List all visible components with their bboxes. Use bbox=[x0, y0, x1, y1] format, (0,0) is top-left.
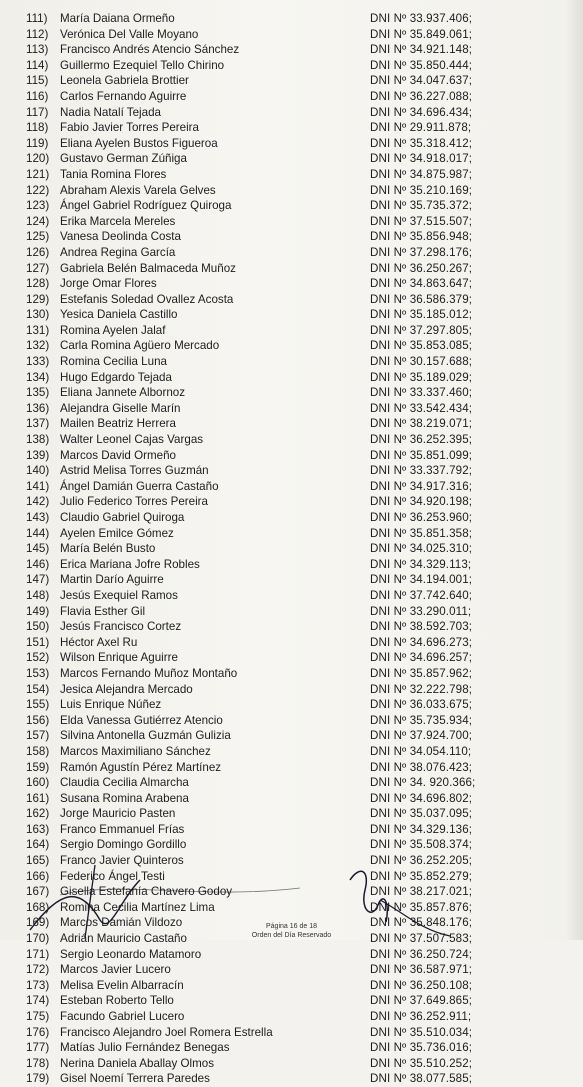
entry-name: Jorge Mauricio Pasten bbox=[60, 807, 176, 821]
entry-number: 147) bbox=[26, 573, 50, 587]
entry-number: 116) bbox=[26, 89, 49, 103]
entry-dni: DNI Nº 35.849.061; bbox=[370, 27, 473, 41]
list-item bbox=[0, 682, 583, 698]
list-item bbox=[0, 572, 583, 588]
entry-name: Fabio Javier Torres Pereira bbox=[60, 121, 199, 135]
entry-dni: DNI Nº 34.194.001; bbox=[370, 573, 473, 587]
list-item bbox=[0, 775, 583, 791]
entry-number: 113) bbox=[26, 43, 49, 57]
entry-number: 111) bbox=[26, 12, 48, 25]
entry-name: Marcos Javier Lucero bbox=[60, 963, 171, 977]
entry-dni: DNI Nº 35.851.099; bbox=[370, 448, 473, 462]
entry-name: Yesica Daniela Castillo bbox=[60, 308, 178, 322]
entry-name: Ángel Damián Guerra Castaño bbox=[60, 479, 219, 493]
entry-dni: DNI Nº 36.586.379; bbox=[370, 292, 473, 306]
entry-dni: DNI Nº 38.219.071; bbox=[370, 417, 473, 431]
entry-dni: DNI Nº 34.917.316; bbox=[370, 479, 473, 493]
entry-dni: DNI Nº 35.318.412; bbox=[370, 136, 473, 150]
entry-dni: DNI Nº 36.033.675; bbox=[370, 698, 473, 712]
entry-dni: DNI Nº 33.337.460; bbox=[370, 386, 473, 400]
entry-name: Erika Marcela Mereles bbox=[60, 214, 176, 228]
entry-number: 112) bbox=[26, 27, 49, 41]
entry-dni: DNI Nº 35.735.372; bbox=[370, 199, 473, 213]
entry-number: 142) bbox=[26, 495, 50, 509]
entry-dni: DNI Nº 34.054.110; bbox=[370, 744, 472, 758]
entry-dni: DNI Nº 34.863.647; bbox=[370, 277, 473, 291]
entry-name: Claudio Gabriel Quiroga bbox=[60, 511, 185, 524]
list-item bbox=[0, 11, 583, 27]
entry-dni: DNI Nº 36.252.911; bbox=[370, 1010, 472, 1023]
entry-dni: DNI Nº 33.542.434; bbox=[370, 401, 473, 415]
entry-name: Franco Emmanuel Frías bbox=[60, 822, 185, 836]
entry-dni: DNI Nº 35.185.012; bbox=[370, 308, 473, 322]
list-item bbox=[0, 526, 583, 542]
entry-name: Sergio Leonardo Matamoro bbox=[60, 947, 202, 961]
entry-number: 171) bbox=[26, 947, 50, 961]
entry-name: Nerina Daniela Aballay Olmos bbox=[60, 1056, 215, 1070]
list-item bbox=[0, 385, 583, 401]
entry-number: 173) bbox=[26, 978, 50, 992]
entry-name: Nadia Natalí Tejada bbox=[60, 105, 161, 119]
entry-name: Tania Romina Flores bbox=[60, 167, 167, 181]
entry-dni: DNI Nº 35.189.029; bbox=[370, 370, 473, 384]
entry-dni: DNI Nº 34.025.310; bbox=[370, 542, 473, 556]
entry-name: Francisco Alejandro Joel Romera Estrella bbox=[60, 1025, 273, 1039]
entry-number: 150) bbox=[26, 620, 50, 634]
list-item bbox=[0, 791, 583, 807]
entry-number: 155) bbox=[26, 698, 50, 712]
list-item bbox=[0, 354, 583, 370]
list-item bbox=[0, 307, 583, 323]
entry-number: 141) bbox=[26, 479, 50, 493]
entry-dni: DNI Nº 35.510.034; bbox=[370, 1025, 473, 1039]
list-item bbox=[0, 198, 583, 214]
entry-dni: DNI Nº 35.850.444; bbox=[370, 58, 473, 72]
list-item bbox=[0, 1071, 583, 1087]
list-item bbox=[0, 432, 583, 448]
entry-dni: DNI Nº 38.076.423; bbox=[370, 760, 473, 774]
entry-name: Ángel Gabriel Rodríguez Quiroga bbox=[60, 199, 232, 213]
entry-dni: DNI Nº 36.252.395; bbox=[370, 433, 473, 447]
list-item bbox=[0, 120, 583, 136]
list-item bbox=[0, 494, 583, 510]
entry-dni: DNI Nº 38.217.021; bbox=[370, 885, 473, 899]
list-item bbox=[0, 27, 583, 43]
list-item bbox=[0, 510, 583, 526]
entry-number: 156) bbox=[26, 713, 50, 727]
entry-name: Leonela Gabriela Brottier bbox=[60, 74, 189, 88]
entry-name: Guillermo Ezequiel Tello Chirino bbox=[60, 58, 225, 72]
entry-dni: DNI Nº 37.507.583; bbox=[370, 932, 473, 946]
entry-dni: DNI Nº 33.337.792; bbox=[370, 464, 473, 478]
entry-name: Gustavo German Zúñiga bbox=[60, 152, 187, 166]
entry-number: 126) bbox=[26, 245, 50, 259]
entry-dni: DNI Nº 34.696.273; bbox=[370, 635, 473, 649]
entry-dni: DNI Nº 35.037.095; bbox=[370, 807, 473, 821]
list-item bbox=[0, 42, 583, 58]
list-item bbox=[0, 1040, 583, 1056]
entry-dni: DNI Nº 36.587.971; bbox=[370, 963, 473, 977]
entry-name: Jesús Exequiel Ramos bbox=[60, 588, 178, 602]
entry-name: Adrián Mauricio Castaño bbox=[60, 932, 187, 946]
entry-number: 117) bbox=[26, 105, 49, 119]
list-item bbox=[0, 89, 583, 105]
entry-name: María Belén Busto bbox=[60, 542, 156, 556]
entry-number: 127) bbox=[26, 261, 50, 275]
list-item bbox=[0, 338, 583, 354]
entry-name: Mailen Beatriz Herrera bbox=[60, 417, 176, 431]
entry-name: Melisa Evelin Albarracín bbox=[60, 978, 184, 992]
entry-name: Andrea Regina García bbox=[60, 245, 176, 259]
entry-dni: DNI Nº 34.875.987; bbox=[370, 167, 473, 181]
entry-name: Carlos Fernando Aguirre bbox=[60, 89, 187, 103]
entry-name: Alejandra Giselle Marín bbox=[60, 401, 181, 415]
entry-name: Romina Ayelen Jalaf bbox=[60, 323, 166, 337]
list-item bbox=[0, 993, 583, 1009]
entry-dni: DNI Nº 35.856.948; bbox=[370, 230, 473, 244]
entry-name: Marcos Fernando Muñoz Montaño bbox=[60, 666, 238, 680]
list-item bbox=[0, 214, 583, 230]
entry-dni: DNI Nº 32.222.798; bbox=[370, 682, 473, 696]
entry-number: 174) bbox=[26, 994, 50, 1008]
entry-dni: DNI Nº 35.851.358; bbox=[370, 526, 473, 540]
list-item bbox=[0, 136, 583, 152]
entry-name: Abraham Alexis Varela Gelves bbox=[60, 183, 216, 197]
entry-dni: DNI Nº 37.515.507; bbox=[370, 214, 473, 228]
entry-number: 169) bbox=[26, 916, 50, 930]
entry-name: Sergio Domingo Gordillo bbox=[60, 838, 187, 852]
list-item bbox=[0, 978, 583, 994]
list-item bbox=[0, 401, 583, 417]
entry-dni: DNI Nº 35.857.962; bbox=[370, 666, 473, 680]
list-item bbox=[0, 183, 583, 199]
entry-name: Federico Ángel Testi bbox=[60, 869, 165, 883]
entry-number: 146) bbox=[26, 557, 50, 571]
list-item bbox=[0, 588, 583, 604]
entry-number: 164) bbox=[26, 838, 50, 852]
entry-name: Jesica Alejandra Mercado bbox=[60, 682, 193, 696]
entry-name: Walter Leonel Cajas Vargas bbox=[60, 433, 204, 447]
entry-number: 161) bbox=[26, 791, 50, 805]
entry-number: 140) bbox=[26, 464, 50, 478]
entry-dni: DNI Nº 35.852.279; bbox=[370, 869, 473, 883]
list-item bbox=[0, 619, 583, 635]
entry-name: Estefanis Soledad Ovallez Acosta bbox=[60, 292, 234, 306]
entry-number: 168) bbox=[26, 900, 50, 914]
entry-name: Eliana Ayelen Bustos Figueroa bbox=[60, 136, 218, 150]
entry-number: 166) bbox=[26, 869, 50, 883]
entry-dni: DNI Nº 37.298.176; bbox=[370, 245, 473, 259]
entry-dni: DNI Nº 38.592.703; bbox=[370, 620, 473, 634]
entry-dni: DNI Nº 35.735.934; bbox=[370, 713, 473, 727]
entry-number: 114) bbox=[26, 58, 49, 72]
entry-name: Jesús Francisco Cortez bbox=[60, 620, 182, 634]
entry-name: Verónica Del Valle Moyano bbox=[60, 27, 199, 41]
list-item bbox=[0, 245, 583, 261]
list-item bbox=[0, 728, 583, 744]
entry-number: 152) bbox=[26, 651, 50, 665]
entry-number: 148) bbox=[26, 588, 50, 602]
entry-name: Romina Cecilia Martínez Lima bbox=[60, 900, 215, 914]
entry-name: Franco Javier Quinteros bbox=[60, 854, 184, 868]
list-item bbox=[0, 650, 583, 666]
entry-number: 115) bbox=[26, 74, 49, 88]
entry-name: Eliana Jannete Albornoz bbox=[60, 386, 186, 400]
entry-dni: DNI Nº 36.250.724; bbox=[370, 947, 473, 961]
entry-name: Francisco Andrés Atencio Sánchez bbox=[60, 43, 240, 57]
entry-dni: DNI Nº 37.297.805; bbox=[370, 323, 473, 337]
list-item bbox=[0, 806, 583, 822]
entry-name: Esteban Roberto Tello bbox=[60, 994, 174, 1008]
list-item bbox=[0, 1009, 583, 1025]
entry-dni: DNI Nº 36.227.088; bbox=[370, 89, 473, 103]
entry-name: María Daiana Ormeño bbox=[60, 12, 175, 25]
entry-dni: DNI Nº 35.510.252; bbox=[370, 1056, 473, 1070]
entry-number: 167) bbox=[26, 885, 50, 899]
entry-dni: DNI Nº 36.250.267; bbox=[370, 261, 473, 275]
entry-dni: DNI Nº 37.924.700; bbox=[370, 729, 473, 743]
entry-dni: DNI Nº 35.853.085; bbox=[370, 339, 473, 353]
entry-number: 120) bbox=[26, 152, 50, 166]
entry-name: Julio Federico Torres Pereira bbox=[60, 495, 208, 509]
entry-name: Claudia Cecilia Almarcha bbox=[60, 776, 189, 790]
entry-name: Marcos Damián Vildozo bbox=[60, 916, 183, 930]
entry-number: 121) bbox=[26, 167, 50, 181]
list-item bbox=[0, 666, 583, 682]
list-item bbox=[0, 557, 583, 573]
entry-number: 119) bbox=[26, 136, 49, 150]
entry-number: 134) bbox=[26, 370, 50, 384]
entry-number: 131) bbox=[26, 323, 50, 337]
list-item bbox=[0, 744, 583, 760]
entry-dni: DNI Nº 34.918.017; bbox=[370, 152, 473, 166]
entry-number: 162) bbox=[26, 807, 50, 821]
list-item bbox=[0, 837, 583, 853]
entry-name: Héctor Axel Ru bbox=[60, 635, 138, 649]
entry-number: 125) bbox=[26, 230, 50, 244]
entry-number: 153) bbox=[26, 666, 50, 680]
list-item bbox=[0, 713, 583, 729]
list-item bbox=[0, 276, 583, 292]
entry-name: Gisel Noemí Terrera Paredes bbox=[60, 1072, 210, 1086]
entry-number: 144) bbox=[26, 526, 50, 540]
list-item bbox=[0, 416, 583, 432]
entry-number: 176) bbox=[26, 1025, 50, 1039]
entry-dni: DNI Nº 35.736.016; bbox=[370, 1041, 473, 1055]
entry-number: 129) bbox=[26, 292, 50, 306]
entry-name: Elda Vanessa Gutiérrez Atencio bbox=[60, 713, 223, 727]
entry-name: Hugo Edgardo Tejada bbox=[60, 370, 172, 384]
entry-dni: DNI Nº 34.047.637; bbox=[370, 74, 473, 88]
entry-name: Carla Romina Agüero Mercado bbox=[60, 339, 220, 353]
list-item bbox=[0, 541, 583, 557]
list-item bbox=[0, 760, 583, 776]
entry-dni: DNI Nº 37.649.865; bbox=[370, 994, 473, 1008]
entry-name: Ramón Agustín Pérez Martínez bbox=[60, 760, 222, 774]
entry-dni: DNI Nº 30.157.688; bbox=[370, 355, 473, 369]
entry-name: Gisella Estefanía Chavero Godoy bbox=[60, 885, 233, 899]
entry-name: Ayelen Emilce Gómez bbox=[60, 526, 174, 540]
entry-number: 122) bbox=[26, 183, 50, 197]
entry-number: 177) bbox=[26, 1041, 50, 1055]
entry-dni: DNI Nº 34.696.802; bbox=[370, 791, 473, 805]
entry-name: Vanesa Deolinda Costa bbox=[60, 230, 181, 244]
entry-number: 160) bbox=[26, 776, 50, 790]
list-item bbox=[0, 479, 583, 495]
entry-number: 145) bbox=[26, 542, 50, 556]
list-item bbox=[0, 229, 583, 245]
entry-name: Facundo Gabriel Lucero bbox=[60, 1010, 185, 1023]
entry-number: 143) bbox=[26, 511, 50, 524]
entry-number: 135) bbox=[26, 386, 50, 400]
entry-dni: DNI Nº 35.508.374; bbox=[370, 838, 473, 852]
order-label: Orden del Día Reservado bbox=[251, 932, 332, 939]
list-item bbox=[0, 463, 583, 479]
entry-number: 132) bbox=[26, 339, 50, 353]
entry-name: Marcos Maximiliano Sánchez bbox=[60, 744, 211, 758]
entry-number: 128) bbox=[26, 277, 50, 291]
entry-name: Astrid Melisa Torres Guzmán bbox=[60, 464, 209, 478]
entry-name: Susana Romina Arabena bbox=[60, 791, 189, 805]
list-item bbox=[0, 261, 583, 277]
entry-dni: DNI Nº 36.250.108; bbox=[370, 978, 473, 992]
entry-number: 154) bbox=[26, 682, 50, 696]
entry-dni: DNI Nº 34. 920.366; bbox=[370, 776, 476, 790]
entry-name: Silvina Antonella Guzmán Gulizia bbox=[60, 729, 231, 743]
entry-name: Marcos David Ormeño bbox=[60, 448, 176, 462]
entry-dni: DNI Nº 34.696.257; bbox=[370, 651, 473, 665]
entry-number: 138) bbox=[26, 433, 50, 447]
list-item bbox=[0, 697, 583, 713]
entry-number: 123) bbox=[26, 199, 50, 213]
entry-name: Jorge Omar Flores bbox=[60, 277, 157, 291]
entry-dni: DNI Nº 29.911.878; bbox=[370, 121, 472, 135]
list-item bbox=[0, 73, 583, 89]
entry-number: 172) bbox=[26, 963, 50, 977]
list-item bbox=[0, 58, 583, 74]
entry-dni: DNI Nº 34.329.136; bbox=[370, 822, 473, 836]
entry-name: Martin Darío Aguirre bbox=[60, 573, 164, 587]
entry-number: 137) bbox=[26, 417, 50, 431]
entry-number: 136) bbox=[26, 401, 50, 415]
entry-number: 165) bbox=[26, 854, 50, 868]
entry-name: Matías Julio Fernández Benegas bbox=[60, 1041, 230, 1055]
entry-dni: DNI Nº 34.920.198; bbox=[370, 495, 473, 509]
entry-number: 151) bbox=[26, 635, 50, 649]
list-item bbox=[0, 167, 583, 183]
list-item bbox=[0, 635, 583, 651]
entry-dni: DNI Nº 36.253.960; bbox=[370, 511, 473, 524]
entry-number: 133) bbox=[26, 355, 50, 369]
entry-number: 139) bbox=[26, 448, 50, 462]
entry-number: 149) bbox=[26, 604, 50, 618]
list-item bbox=[0, 947, 583, 963]
entry-name: Wilson Enrique Aguirre bbox=[60, 651, 178, 665]
entry-name: Gabriela Belén Balmaceda Muñoz bbox=[60, 261, 236, 275]
list-item bbox=[0, 962, 583, 978]
list-item bbox=[0, 370, 583, 386]
entry-dni: DNI Nº 33.937.406; bbox=[370, 12, 473, 25]
list-item bbox=[0, 604, 583, 620]
entry-name: Romina Cecilia Luna bbox=[60, 355, 167, 369]
entry-number: 118) bbox=[26, 121, 49, 135]
list-item bbox=[0, 151, 583, 167]
entry-number: 175) bbox=[26, 1010, 50, 1023]
entry-dni: DNI Nº 36.252.205; bbox=[370, 854, 473, 868]
list-item bbox=[0, 1056, 583, 1072]
entry-number: 158) bbox=[26, 744, 50, 758]
entry-dni: DNI Nº 35.848.176; bbox=[370, 916, 473, 930]
entry-number: 124) bbox=[26, 214, 50, 228]
list-item bbox=[0, 292, 583, 308]
entry-name: Luis Enrique Núñez bbox=[60, 698, 162, 712]
entry-number: 130) bbox=[26, 308, 50, 322]
entry-dni: DNI Nº 34.696.434; bbox=[370, 105, 473, 119]
entry-number: 159) bbox=[26, 760, 50, 774]
entry-dni: DNI Nº 38.077.585; bbox=[370, 1072, 473, 1086]
entry-dni: DNI Nº 33.290.011; bbox=[370, 604, 472, 618]
entry-number: 178) bbox=[26, 1056, 50, 1070]
entry-name: Flavia Esther Gil bbox=[60, 604, 146, 618]
list-item bbox=[0, 448, 583, 464]
entry-number: 179) bbox=[26, 1072, 50, 1086]
page-number: Página 16 de 18 bbox=[266, 923, 317, 930]
list-item bbox=[0, 822, 583, 838]
entry-number: 157) bbox=[26, 729, 50, 743]
list-item bbox=[0, 323, 583, 339]
list-item bbox=[0, 105, 583, 121]
entry-number: 163) bbox=[26, 822, 50, 836]
entry-dni: DNI Nº 34.329.113; bbox=[370, 557, 472, 571]
entry-name: Erica Mariana Jofre Robles bbox=[60, 557, 200, 571]
list-item bbox=[0, 1025, 583, 1041]
entry-dni: DNI Nº 35.210.169; bbox=[370, 183, 473, 197]
entry-dni: DNI Nº 37.742.640; bbox=[370, 588, 473, 602]
entry-dni: DNI Nº 34.921.148; bbox=[370, 43, 473, 57]
entry-number: 170) bbox=[26, 932, 50, 946]
entry-dni: DNI Nº 35.857.876; bbox=[370, 900, 473, 914]
